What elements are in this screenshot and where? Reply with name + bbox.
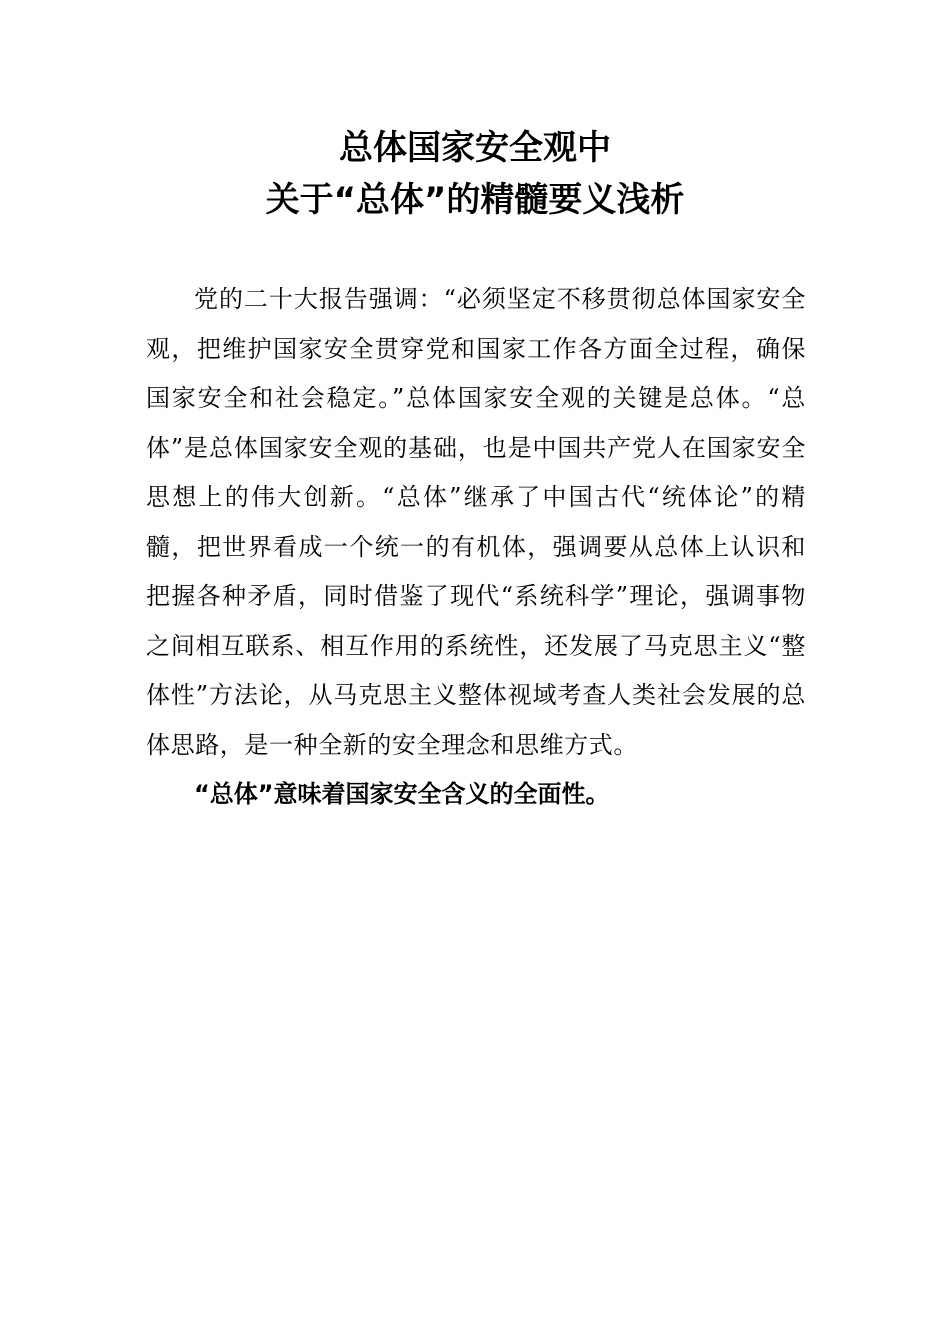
title-line-1: 总体国家安全观中 [339,128,611,168]
document-title [0,122,950,226]
title-line-2: 关于“总体”的精髓要义浅析 [265,180,685,220]
paragraph-1: 党的二十大报告强调：“必须坚定不移贯彻总体国家安全观，把维护国家安全贯穿党和国家工作各方面全过程，确保国家安全和社会稳定。”总体国家安全观的关键是总体。“总体”是总体国家安全观的基础，也是中国共产党人在国家安全思想上的伟大创新。“总体”继承了中国古代“统体论”的精髓，把世界看成一个统一的有机体，强调要从总体上认识和把握各种矛盾，同时借鉴了现代“系统科学”理论，强调事物之间相互联系、相互作用的系统性，还发展了马克思主义“整体性”方法论，从马克思主义整体视域考查人类社会发展的总体思路，是一种全新的安全理念和思维方式。 [146,285,806,759]
paragraph-2-heading: “总体”意味着国家安全含义的全面性。 [194,780,610,808]
document-body [146,275,806,820]
